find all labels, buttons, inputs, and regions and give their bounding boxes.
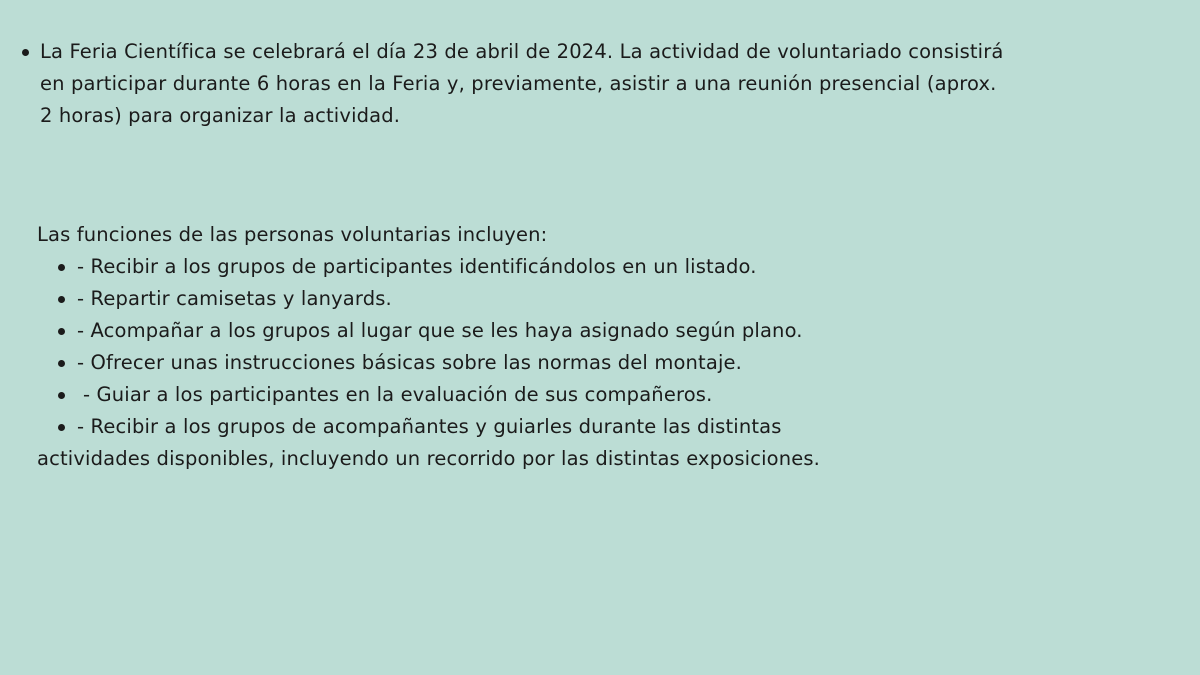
list-item-text: - Repartir camisetas y lanyards. <box>77 287 392 310</box>
list-item <box>37 251 820 283</box>
list-item <box>37 283 820 315</box>
list-item <box>37 411 820 443</box>
intro-paragraph <box>40 36 1004 132</box>
intro-line-3: 2 horas) para organizar la actividad. <box>40 104 401 127</box>
bullet-icon <box>58 296 65 303</box>
intro-line-2: en participar durante 6 horas en la Feria y, previamente, asistir a una reunión presencial (aprox. <box>40 72 997 95</box>
list-item <box>37 315 820 347</box>
bullet-icon <box>58 264 65 271</box>
list-item-text: - Ofrecer unas instrucciones básicas sobre las normas del montaje. <box>77 351 743 374</box>
functions-title: Las funciones de las personas voluntarias incluyen: <box>37 223 548 246</box>
bullet-icon <box>22 49 29 56</box>
list-item-text: - Guiar a los participantes en la evaluación de sus compañeros. <box>83 383 713 406</box>
bullet-icon <box>58 360 65 367</box>
list-item <box>37 379 820 411</box>
list-item-text: - Recibir a los grupos de acompañantes y guiarles durante las distintas <box>77 415 782 438</box>
bullet-icon <box>58 328 65 335</box>
functions-section <box>37 219 820 475</box>
list-item-text: - Acompañar a los grupos al lugar que se les haya asignado según plano. <box>77 319 803 342</box>
list-item-text: - Recibir a los grupos de participantes identificándolos en un listado. <box>77 255 757 278</box>
bullet-icon <box>58 424 65 431</box>
intro-line-1: La Feria Científica se celebrará el día 23 de abril de 2024. La actividad de voluntariado consistirá <box>40 40 1004 63</box>
list-item-continuation: actividades disponibles, incluyendo un recorrido por las distintas exposiciones. <box>37 447 821 470</box>
bullet-icon <box>58 392 65 399</box>
list-item <box>37 347 820 379</box>
